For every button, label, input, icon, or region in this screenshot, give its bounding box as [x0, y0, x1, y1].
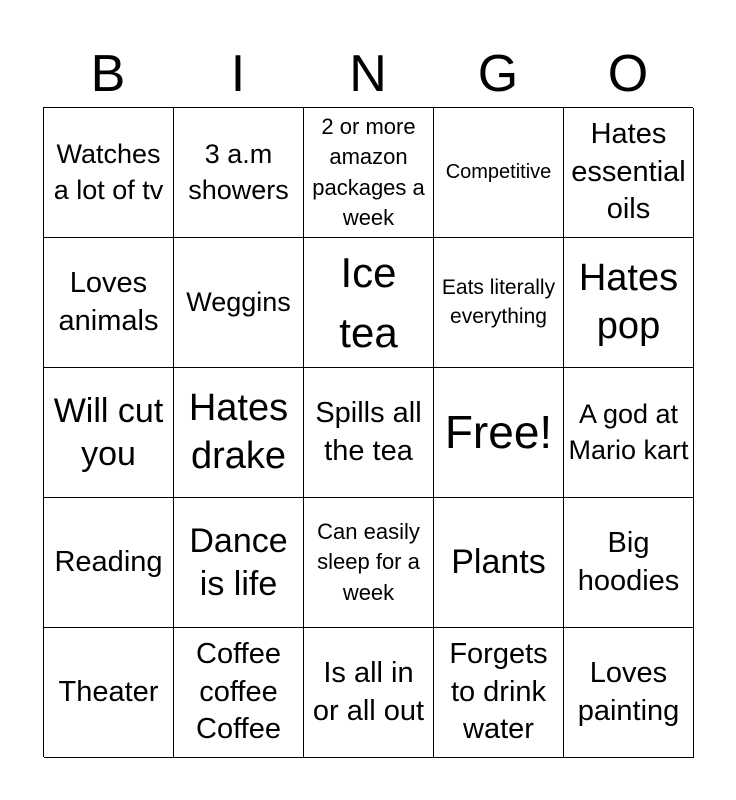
bingo-cell[interactable]	[304, 108, 434, 238]
cell-text: Spills all the tea	[315, 396, 422, 467]
bingo-board	[43, 107, 693, 757]
cell-text: Weggins	[186, 286, 291, 317]
header-letter-g: G	[477, 45, 519, 103]
bingo-cell[interactable]	[44, 368, 174, 498]
bingo-cell[interactable]	[174, 108, 304, 238]
bingo-cell[interactable]	[174, 628, 304, 758]
cell-text: Loves animals	[58, 266, 159, 337]
header-letter-o: O	[607, 45, 649, 103]
bingo-cell[interactable]	[564, 368, 694, 498]
bingo-cell[interactable]	[564, 238, 694, 368]
free-space[interactable]	[434, 368, 564, 498]
cell-text: Hates drake	[188, 387, 289, 477]
bingo-cell[interactable]	[564, 628, 694, 758]
bingo-cell[interactable]	[564, 108, 694, 238]
cell-text: A god at Mario kart	[568, 398, 689, 465]
bingo-cell[interactable]	[304, 368, 434, 498]
header-letter-b: B	[90, 45, 126, 103]
bingo-cell[interactable]	[174, 238, 304, 368]
cell-text: Can easily sleep for a week	[317, 518, 420, 605]
cell-text: Hates essential oils	[571, 117, 686, 226]
cell-text: Big hoodies	[577, 526, 680, 597]
cell-text: Eats literally everything	[441, 275, 556, 328]
cell-text: Is all in or all out	[312, 656, 425, 727]
bingo-cell[interactable]	[304, 238, 434, 368]
cell-text: Ice tea	[339, 248, 398, 356]
cell-text: Competitive	[445, 160, 552, 183]
bingo-cell[interactable]	[44, 238, 174, 368]
cell-text: 2 or more amazon packages a week	[312, 113, 425, 230]
cell-text: Forgets to drink water	[449, 637, 548, 746]
bingo-cell[interactable]	[44, 108, 174, 238]
cell-text: Will cut you	[53, 391, 164, 473]
bingo-cell[interactable]	[174, 368, 304, 498]
cell-text: Coffee coffee Coffee	[196, 637, 281, 746]
bingo-cell[interactable]	[434, 108, 564, 238]
header-letter-n: N	[349, 45, 387, 103]
bingo-cell[interactable]	[564, 498, 694, 628]
cell-text: 3 a.m showers	[188, 138, 289, 205]
cell-text: Reading	[54, 545, 163, 578]
cell-text: Watches a lot of tv	[53, 138, 164, 205]
bingo-cell[interactable]	[434, 628, 564, 758]
bingo-cell[interactable]	[44, 628, 174, 758]
cell-text: Free!	[444, 405, 553, 458]
bingo-cell[interactable]	[174, 498, 304, 628]
bingo-cell[interactable]	[434, 498, 564, 628]
header-letter-i: I	[230, 45, 246, 103]
bingo-header	[43, 42, 693, 106]
bingo-cell[interactable]	[434, 238, 564, 368]
cell-text: Hates pop	[578, 257, 679, 347]
cell-text: Plants	[451, 543, 546, 582]
bingo-cell[interactable]	[304, 498, 434, 628]
bingo-cell[interactable]	[44, 498, 174, 628]
cell-text: Dance is life	[189, 521, 288, 603]
cell-text: Theater	[58, 675, 159, 708]
cell-text: Loves painting	[577, 656, 680, 727]
bingo-cell[interactable]	[304, 628, 434, 758]
